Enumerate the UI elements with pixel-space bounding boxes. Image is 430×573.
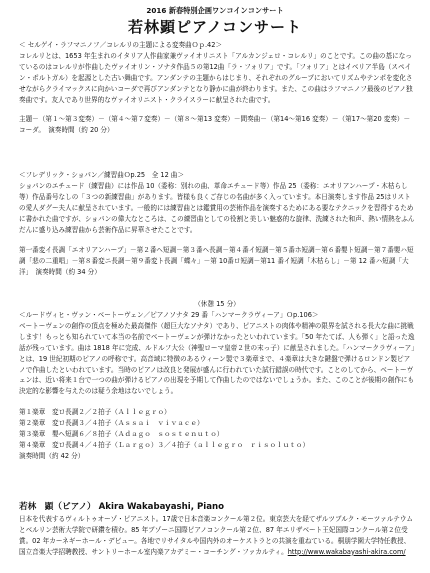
section-heading: ＜ルードヴィヒ・ヴァン・ベートーヴェン／ピアノソナタ 29 番「ハンマークラヴィーア」Ｏp.106＞ (19, 311, 319, 319)
page-title: 若林顕ピアノコンサート (127, 18, 303, 36)
website-link[interactable]: http://www.wakabayashi-akira.com/ (287, 547, 406, 556)
bio-text: 日本を代表するヴィルトゥオーゾ・ピアニスト。17歳で日本音楽コンクール第２位。東京芸大を経てザルツブルク・モーツァルテウムとベルリン芸術大学院で研鑽を積む。85 年ブゾーニ国際ピアノコンクール第２位、87 年エリザベート王妃国際コンクール第２位受賞。02 年カーネギーホール・デビュー。各地でリサイタルや国内外のオーケストラとの共演を重ねている。桐朋学園大学特任教授、国立音楽大学招聘教授、サントリーホール室内楽アカデミー・コーチング・ファカルティ。 (19, 515, 414, 556)
section-body: ベートーヴェンの創作の頂点を極めた最高傑作（超巨大なソナタ）であり、ピアニストの肉体や精神の限界を試される長大な曲に挑戦します！もっとも知られていて本当の名前でベートーヴェンが弾けなかったといわれています。「50 年たてば、人も弾く」と語った逸話が残っています。曲は 1818 年に完成、ルドルフ大公（神聖ローマ皇帝２世の末っ子）に献呈されました。「ハンマークラヴィーア」とは、19 世紀初期のピアノの呼称です。高音域に特徴のあるウィーン製で３楽章まで、４楽章は大きな鍵盤で弾けるロンドン製ピアノで作曲したといわれています。当時のピアノは改良と発展が盛んに行われていた試行錯誤の時代です。ことのしてから、ベートーヴェンは、近い将来１台で一つの曲が弾けるピアノの出現を予期して作曲したのではないでしょうか。また、このことが後期の創作にも決定的な影響を与えたのは疑う余地はないでしょう。 (19, 321, 415, 396)
event-kicker: 2016 新春特別企画ワンコインコンサート (146, 6, 284, 15)
section-body: コレルリとは、1653 年生まれのイタリア人作曲家兼ヴァイオリニスト「アルカンジェロ・コレルリ」のことです。この曲の基になっているのはコレルリが作曲したヴァイオリン・ソナタ作品５の第12曲「ラ・フォリア」です。「フォリア」とはイベリア半島（スペイン・ポルトガル）を起源とした古い舞曲です。アンダンテの主題からはじまり、それぞれのグループにおいてリズムやテンポを変化させながらクライマックスに向かいコーダで再びアンダンテとなり静かに曲が終わります。また、この曲はラフマニノフ最後のピアノ独奏曲です。友人であり世界的なヴァイオリニスト・クライスラーに献呈された曲です。 (19, 51, 413, 104)
duration-text: 演奏時間（約 20 分） (48, 126, 114, 135)
performer-name: 若林 顕（ピアノ） Akira Wakabayashi, Piano (19, 502, 225, 512)
duration-text: 演奏時間（約 42 分） (19, 451, 85, 460)
performer-profile (19, 501, 415, 558)
etude-list: 第一番変イ長調「エオリアンハープ」－第２番ヘ短調－第３番ヘ長調－第４番イ短調－第５番ホ短調－第６番嬰ト短調－第７番嬰ハ短調「悲の二重唱」－第８番変ニ長調－第９番変ト長調「蝶々」－第 10番ロ短調－第11 番イ短調「木枯らし」－第 12 番ハ短調「大洋」 (19, 246, 414, 277)
section-heading: ＜ セルゲイ・ラフマニノフ／コレルリの主題による変奏曲Ｏｐ.42＞ (19, 41, 223, 49)
movement-3: 第３楽章 嬰ヘ短調６／８拍子（Ａｄａｇｏ ｓｏｓｔｅｎｕｔｏ） (19, 430, 224, 439)
section-body: ショパンのエチュード（練習曲）には作品 10（委称：別れの曲、革命エチュード等）作品 25（委称：エオリアンハープ・木枯らし等）作品番号なしの「３つの新練習曲」があります。皆様も良くご存じの名曲が多く入っています。本日演奏します作品 25はリストの愛人ダグー夫人に献呈されています。一般的には練習曲とは鑑賞用の芸術作品を演奏するためにある要なテクニックを習得するために書かれた曲ですが、ショパンの偉大なところは、この練習曲としての役割と美しい魅惑的な旋律、洗練された和声、熱い情熱をふんだんに盛り込み練習曲から芸術作品に昇華させたことです。 (19, 181, 415, 234)
intermission-note: （休憩 15 分） (194, 300, 240, 308)
duration-text: 演奏時間（約 34 分） (35, 268, 101, 277)
section-heading: ＜フレデリック・ショパン／練習曲Ｏp.25 全 12 曲＞ (19, 171, 185, 179)
section-chopin (19, 170, 415, 278)
movement-4: 第４楽章 変ロ長調４／４拍子（Ｌａｒｇｏ）３／４拍子（ａｌｌｅｇｒｏ ｒｉｓｏｌｕｔｏ） (19, 440, 310, 449)
movement-2: 第２楽章 変ロ長調３／４拍子（Ａｓｓａｉ ｖｉｖａｃｅ） (19, 419, 204, 428)
structure-text: 主題－（第１～第３変奏）－（第４～第７変奏）－（第８～第13 変奏）－間奏曲－（第14～第16 変奏）－（第17～第20 変奏）－コーダ。 (19, 115, 411, 135)
section-structure (19, 114, 415, 136)
section-beethoven (19, 310, 415, 462)
section-list (19, 245, 415, 278)
movement-1: 第１楽章 変ロ長調２／２拍子（Ａｌｌｅｇｒｏ） (19, 408, 171, 417)
section-rachmaninoff (19, 40, 415, 136)
performer-bio (19, 514, 415, 558)
